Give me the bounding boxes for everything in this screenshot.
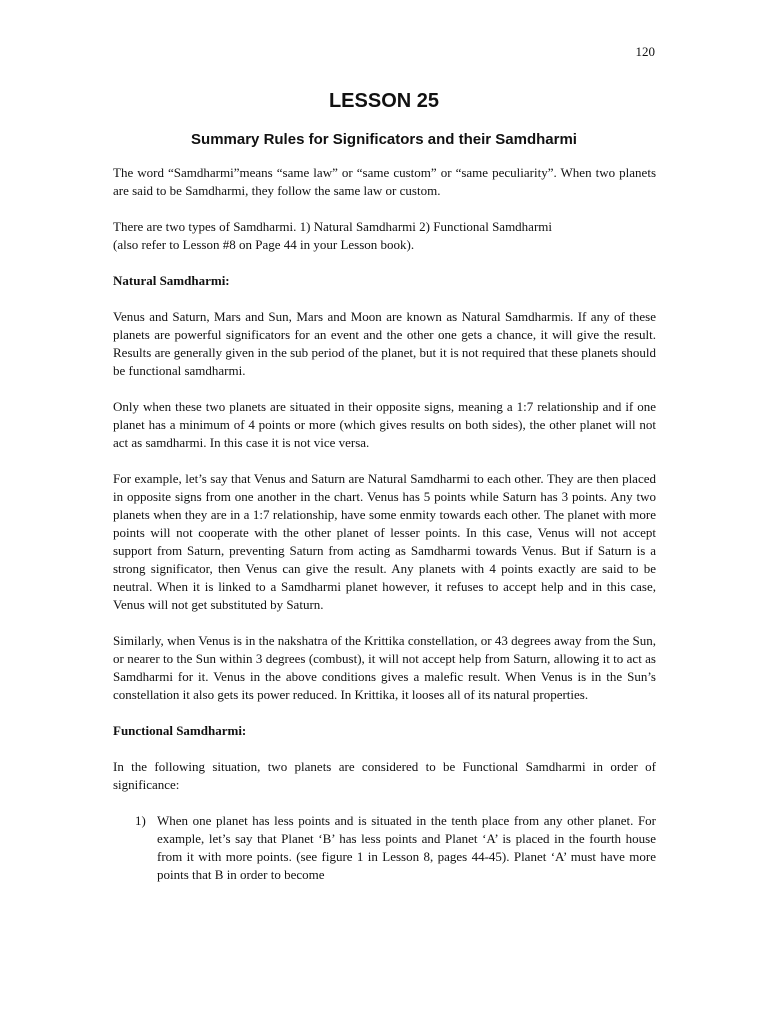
natural-paragraph: Only when these two planets are situated in their opposite signs, meaning a 1:7 relationship and if one planet has a minimum of 4 points or more (which gives results on both sides), the other planet will not act as samdharmi. In this case it is not vice versa. <box>113 399 656 450</box>
natural-paragraph: For example, let’s say that Venus and Saturn are Natural Samdharmi to each other. They are then placed in opposite signs from one another in the chart. Venus has 5 points while Saturn has 3 points. Any two planets when they are in a 1:7 relationship, have some enmity towards each other. The planet with more points will not cooperate with the other planet of lesser points. In this case, Venus will not accept support from Saturn, preventing Saturn from acting as Samdharmi towards Venus. But if Saturn is a strong significator, then Venus can give the result. Any planets with 4 points exactly are said to be neutral. When it is linked to a Samdharmi planet however, it refuses to accept help and in this case, Venus will not get substituted by Saturn. <box>113 471 656 612</box>
natural-paragraph: Venus and Saturn, Mars and Sun, Mars and Moon are known as Natural Samdharmis. If any of these planets are powerful significators for an event and the other one gets a chance, it will give the result. Results are generally given in the sub period of the planet, but it is not required that these planets should be functional samdharmi. <box>113 309 656 378</box>
functional-paragraph: In the following situation, two planets are considered to be Functional Samdharmi in order of significance: <box>113 759 656 792</box>
page-number: 120 <box>635 44 655 59</box>
natural-samdharmi-heading: Natural Samdharmi: <box>113 273 230 288</box>
intro-paragraph: There are two types of Samdharmi. 1) Natural Samdharmi 2) Functional Samdharmi <box>113 219 552 234</box>
lesson-subtitle: Summary Rules for Significators and their Samdharmi <box>191 131 577 148</box>
list-item-number: 1) <box>135 813 146 828</box>
intro-paragraph: (also refer to Lesson #8 on Page 44 in your Lesson book). <box>113 237 415 252</box>
intro-paragraph: The word “Samdharmi”means “same law” or “same custom” or “same peculiarity”. When two planets are said to be Samdharmi, they follow the same law or custom. <box>113 165 656 198</box>
lesson-title: LESSON 25 <box>328 90 440 112</box>
list-item-text: When one planet has less points and is situated in the tenth place from any other planet. For example, let’s say that Planet ‘B’ has less points and Planet ‘A’ is placed in the fourth house from it with more points. (see figure 1 in Lesson 8, pages 44-45). Planet ‘A’ must have more points that B in order to become <box>157 813 656 882</box>
functional-samdharmi-heading: Functional Samdharmi: <box>113 723 247 738</box>
document-body <box>113 164 656 884</box>
natural-paragraph: Similarly, when Venus is in the nakshatra of the Krittika constellation, or 43 degrees away from the Sun, or nearer to the Sun within 3 degrees (combust), it will not accept help from Saturn, allowing it to act as Samdharmi for it. Venus in the above conditions gives a malefic result. When Venus is in the Sun’s constellation it also gets its power reduced. In Krittika, it looses all of its natural properties. <box>113 633 656 702</box>
numbered-list-item <box>113 812 656 884</box>
